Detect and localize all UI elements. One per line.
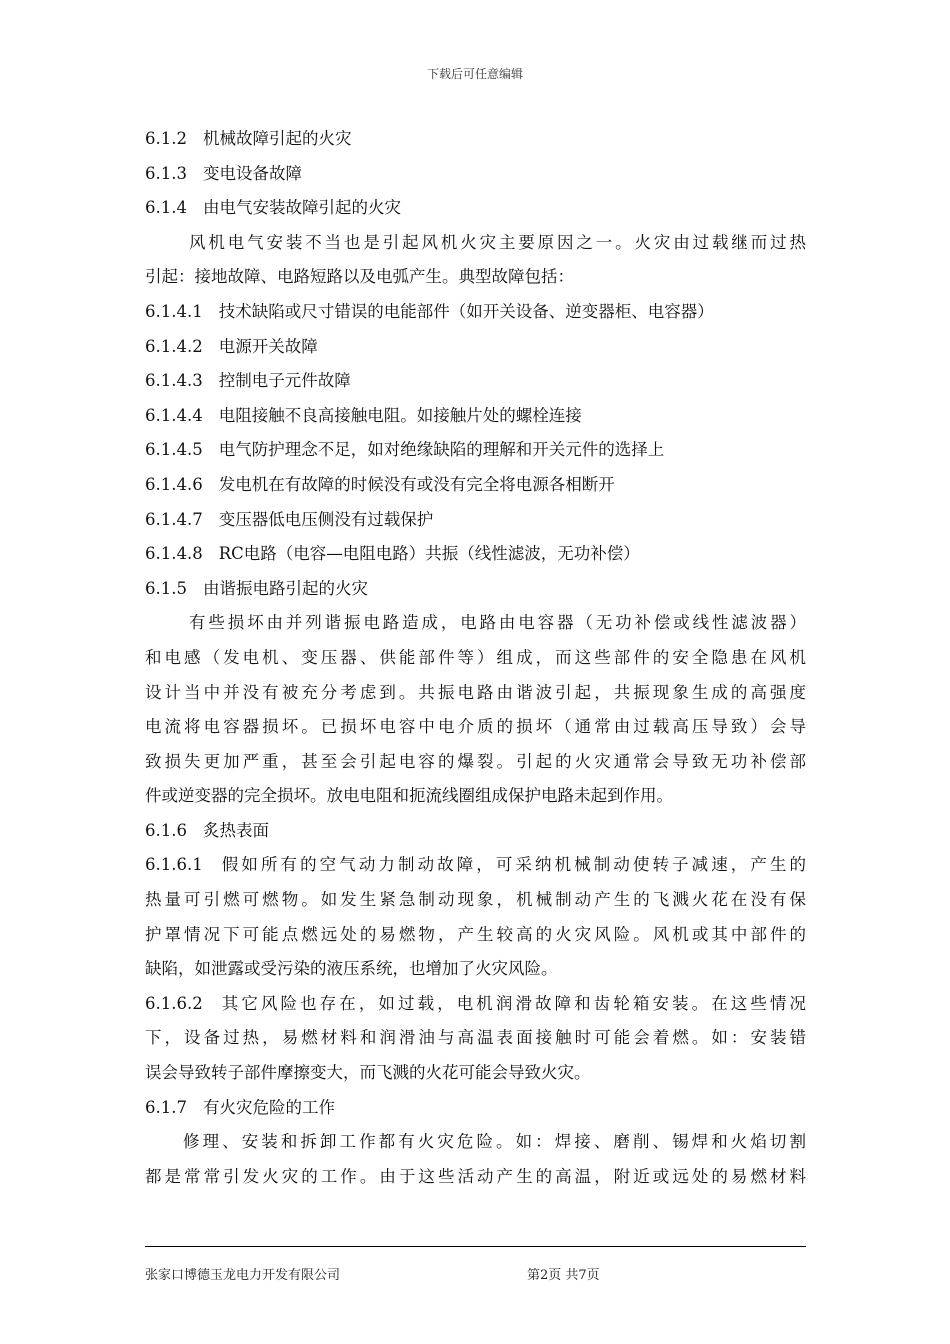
section-number: 6.1.7 [145, 1097, 187, 1117]
item-text: 发电机在有故障的时候没有或没有完全将电源各相断开 [218, 474, 615, 494]
item-number: 6.1.4.8 [145, 544, 203, 564]
list-item [145, 433, 806, 468]
paragraph-line: 误会导致转子部件摩擦变大，而飞溅的火花可能会导致火灾。 [145, 1063, 591, 1083]
list-item [145, 399, 806, 434]
paragraph-line: 下，设备过热，易燃材料和润滑油与高温表面接触时可能会着燃。如：安装错 [145, 1028, 806, 1048]
section-number: 6.1.2 [145, 129, 187, 148]
paragraph-line: 热量可引燃可燃物。如发生紧急制动现象，机械制动产生的飞溅火花在没有保 [145, 890, 806, 910]
paragraph-line: 护罩情况下可能点燃远处的易燃物，产生较高的火灾风险。风机或其中部件的 [145, 924, 806, 944]
section-heading [145, 157, 806, 192]
paragraph-line: 致损失更加严重，甚至会引起电容的爆裂。引起的火灾通常会导致无功补偿部 [145, 751, 806, 771]
section-number: 6.1.5 [145, 578, 187, 598]
paragraph-line: 缺陷，如泄露或受污染的液压系统，也增加了火灾风险。 [145, 959, 558, 979]
item-number: 6.1.6.1 [145, 855, 203, 875]
list-item [145, 537, 806, 572]
section-heading [145, 191, 806, 226]
section-title: 由电气安装故障引起的火灾 [202, 198, 401, 218]
paragraph-line: 引起：接地故障、电路短路以及电弧产生。典型故障包括： [145, 267, 574, 287]
footer-divider [145, 1246, 806, 1247]
list-item [145, 295, 806, 330]
paragraph-line: 风机电气安装不当也是引起风机火灾主要原因之一。火灾由过载继而过热 [189, 232, 806, 252]
section-heading [145, 122, 806, 157]
paragraph-line: 和电感（发电机、变压器、供能部件等）组成，而这些部件的安全隐患在风机 [145, 647, 806, 667]
section-title: 机械故障引起的火灾 [202, 129, 352, 148]
item-number: 6.1.4.3 [145, 371, 203, 391]
section-heading [145, 814, 806, 849]
list-item [145, 330, 806, 365]
item-text: 控制电子元件故障 [218, 371, 351, 391]
item-text: 电源开关故障 [218, 336, 318, 356]
paragraph-line: 设计当中并没有被充分考虑到。共振电路由谐波引起，共振现象生成的高强度 [145, 682, 806, 702]
list-item [145, 848, 806, 883]
item-text: 假如所有的空气动力制动故障，可采纳机械制动使转子减速，产生的 [218, 855, 806, 875]
item-number: 6.1.4.6 [145, 474, 203, 494]
paragraph-line: 都是常常引发火灾的工作。由于这些活动产生的高温，附近或远处的易燃材料 [145, 1166, 806, 1186]
list-item [145, 364, 806, 399]
item-text: 电阻接触不良高接触电阻。如接触片处的螺栓连接 [218, 405, 582, 425]
item-number: 6.1.4.1 [145, 301, 203, 321]
item-text: 电气防护理念不足，如对绝缘缺陷的理解和开关元件的选择上 [218, 440, 665, 460]
paragraph-line: 件或逆变器的完全损坏。放电电阻和扼流线圈组成保护电路未起到作用。 [145, 786, 673, 806]
item-text: 其它风险也存在，如过载，电机润滑故障和齿轮箱安装。在这些情况 [218, 993, 806, 1013]
section-number: 6.1.4 [145, 198, 187, 218]
item-number: 6.1.4.5 [145, 440, 203, 460]
item-number: 6.1.4.4 [145, 405, 203, 425]
section-title: 炙热表面 [202, 820, 269, 840]
item-text: RC电路（电容—电阻电路）共振（线性滤波，无功补偿） [218, 544, 640, 564]
footer-company: 张家口博德玉龙电力开发有限公司 [145, 1268, 341, 1283]
item-number: 6.1.4.2 [145, 336, 203, 356]
section-heading [145, 1091, 806, 1126]
list-item [145, 468, 806, 503]
paragraph-line: 电流将电容器损坏。已损坏电容中电介质的损坏（通常由过载高压导致）会导 [145, 717, 806, 737]
list-item [145, 503, 806, 538]
list-item [145, 987, 806, 1022]
section-title: 变电设备故障 [202, 163, 302, 183]
paragraph-line: 修理、安装和拆卸工作都有火灾危险。如：焊接、磨削、锡焊和火焰切割 [183, 1132, 806, 1152]
item-number: 6.1.6.2 [145, 993, 203, 1013]
section-number: 6.1.6 [145, 820, 187, 840]
item-text: 技术缺陷或尺寸错误的电能部件（如开关设备、逆变器柜、电容器） [218, 301, 714, 321]
footer-page-number: 第2页 共7页 [527, 1268, 600, 1283]
section-title: 由谐振电路引起的火灾 [202, 578, 368, 598]
document-body [145, 122, 806, 1194]
item-number: 6.1.4.7 [145, 509, 203, 529]
section-number: 6.1.3 [145, 163, 187, 183]
page-header: 下载后可任意编辑 [426, 67, 523, 81]
paragraph-line: 有些损坏由并列谐振电路造成，电路由电容器（无功补偿或线性滤波器） [189, 613, 806, 633]
section-title: 有火灾危险的工作 [202, 1097, 335, 1117]
item-text: 变压器低电压侧没有过载保护 [218, 509, 434, 529]
section-heading [145, 572, 806, 607]
